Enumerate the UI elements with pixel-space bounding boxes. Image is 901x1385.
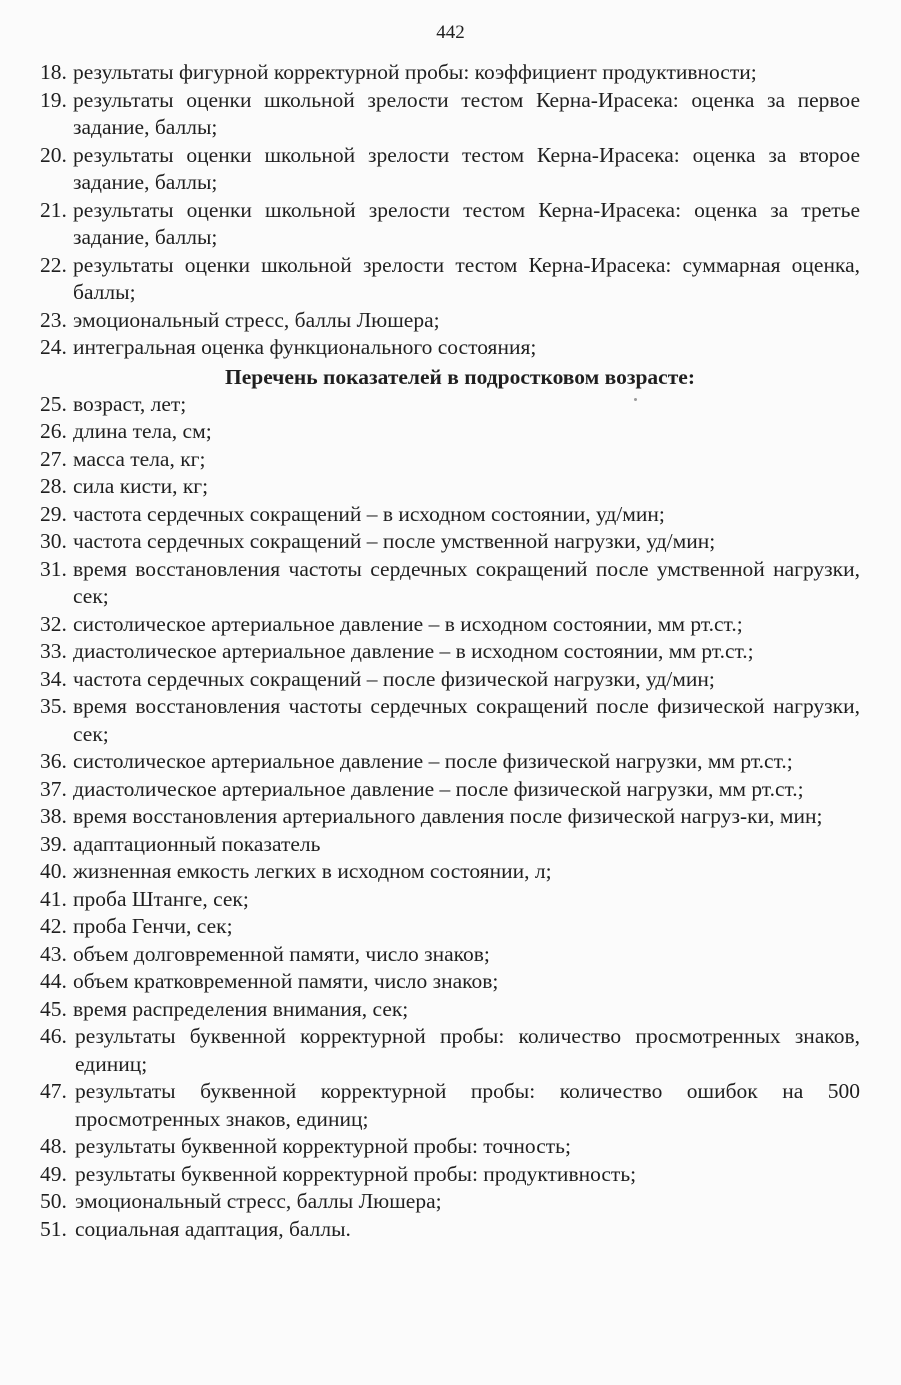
list-item-number: 35. [40,694,67,718]
list-item [40,197,860,252]
list-item-text: диастолическое артериальное давление – после физической нагрузки, мм рт.ст.; [73,776,804,801]
list-item-number: 19. [40,87,67,112]
list-item [40,473,860,501]
list-item-number: 37. [40,776,67,801]
indicator-list-part-2 [40,391,860,1244]
list-item [40,666,860,694]
list-item [40,307,860,335]
list-item-number: 39. [40,831,67,856]
list-item [40,59,860,87]
list-item-number: 31. [40,556,67,581]
list-item-number: 33. [40,639,67,663]
list-item-text: жизненная емкость легких в исходном состоянии, л; [73,859,552,883]
page-number: 442 [436,22,465,43]
list-item [40,748,860,776]
list-item-text: результаты оценки школьной зрелости тестом Керна-Ирасека: оценка за первое задание, баллы; [73,87,860,139]
list-item-text: результаты буквенной корректурной пробы: количество ошибок на 500 просмотренных знаков, единиц; [75,1079,860,1131]
list-item-number: 50. [40,1189,67,1213]
list-item [40,1216,860,1244]
list-item [40,556,860,611]
list-item [40,886,860,914]
list-item-text: интегральная оценка функционального состояния; [73,335,537,359]
list-item-number: 40. [40,859,67,883]
list-item [40,831,860,859]
list-item [40,252,860,307]
list-item-text: диастолическое артериальное давление – в исходном состоянии, мм рт.ст.; [73,639,754,663]
list-item-text: результаты фигурной корректурной пробы: коэффициент продуктивности; [73,60,757,84]
list-item [40,1078,860,1133]
list-item [40,913,860,941]
list-item [40,1023,860,1078]
list-item-number: 51. [40,1216,67,1241]
list-item [40,87,860,142]
list-item [40,418,860,446]
list-item-text: частота сердечных сокращений – в исходном состоянии, уд/мин; [73,501,665,526]
list-item-number: 41. [40,886,67,911]
list-item [40,1133,860,1161]
list-item-text: результаты оценки школьной зрелости тестом Керна-Ирасека: оценка за второе задание, баллы; [73,142,860,194]
list-item-text: результаты оценки школьной зрелости тестом Керна-Ирасека: суммарная оценка, баллы; [73,252,860,304]
list-item [40,501,860,529]
list-item [40,858,860,886]
list-item-text: время восстановления артериального давления после физической нагруз-ки, мин; [73,804,823,828]
list-item-number: 44. [40,969,67,993]
list-item-number: 25. [40,391,67,416]
list-item-text: сила кисти, кг; [73,474,209,498]
list-item [40,611,860,639]
indicator-list-part-1 [40,59,860,362]
indicator-list [40,59,860,1243]
list-item-text: проба Генчи, сек; [73,914,233,938]
list-item-number: 27. [40,446,67,471]
list-item-number: 34. [40,666,67,691]
list-item-number: 32. [40,611,67,636]
scan-speck [634,398,637,401]
list-item-text: эмоциональный стресс, баллы Люшера; [75,1189,442,1213]
list-item-number: 43. [40,941,67,966]
list-item-text: систолическое артериальное давление – после физической нагрузки, мм рт.ст.; [73,749,793,773]
list-item-number: 36. [40,749,67,773]
list-item-text: результаты оценки школьной зрелости тестом Керна-Ирасека: оценка за третье задание, баллы; [73,197,860,249]
list-item [40,1188,860,1216]
list-item-number: 22. [40,252,67,277]
list-item [40,803,860,831]
list-item-number: 46. [40,1024,67,1048]
list-item [40,142,860,197]
list-item-text: время восстановления частоты сердечных сокращений после умственной нагрузки, сек; [73,556,860,608]
list-item-number: 29. [40,501,67,526]
list-item-text: время восстановления частоты сердечных сокращений после физической нагрузки, сек; [73,694,860,746]
list-item-text: масса тела, кг; [73,446,206,471]
list-item-number: 26. [40,419,67,443]
section-heading: Перечень показателей в подростковом возрасте: [225,364,695,389]
list-item-text: адаптационный показатель [73,831,321,856]
list-item [40,996,860,1024]
list-item [40,776,860,804]
list-item-number: 49. [40,1161,67,1186]
list-item [40,638,860,666]
list-item [40,941,860,969]
list-item [40,693,860,748]
list-item-text: результаты буквенной корректурной пробы: количество просмотренных знаков, единиц; [75,1024,860,1076]
list-item-text: проба Штанге, сек; [73,886,249,911]
list-item-text: эмоциональный стресс, баллы Люшера; [73,307,440,332]
list-item-number: 20. [40,142,67,167]
list-item [40,528,860,556]
list-item-text: длина тела, см; [73,419,212,443]
list-item-text: частота сердечных сокращений – после умственной нагрузки, уд/мин; [73,529,716,553]
list-item-text: объем долговременной памяти, число знаков; [73,941,490,966]
list-item-text: результаты буквенной корректурной пробы: продуктивность; [75,1161,637,1186]
list-item-number: 30. [40,529,67,553]
list-item [40,1161,860,1189]
list-item-text: систолическое артериальное давление – в исходном состоянии, мм рт.ст.; [73,611,743,636]
list-item-text: частота сердечных сокращений – после физической нагрузки, уд/мин; [73,666,715,691]
list-item-number: 28. [40,474,67,498]
list-item-text: возраст, лет; [73,391,187,416]
list-item-number: 18. [40,60,67,84]
list-item-number: 45. [40,996,67,1021]
list-item-number: 47. [40,1079,67,1103]
list-item-number: 23. [40,307,67,332]
list-item-text: объем кратковременной памяти, число знаков; [73,969,499,993]
list-item [40,334,860,362]
list-item-number: 21. [40,197,67,222]
list-item-text: социальная адаптация, баллы. [75,1216,351,1241]
list-item-number: 48. [40,1134,67,1158]
list-item-number: 24. [40,335,67,359]
list-item-text: результаты буквенной корректурной пробы: точность; [75,1134,571,1158]
list-item-number: 38. [40,804,67,828]
list-item-text: время распределения внимания, сек; [73,996,409,1021]
list-item [40,446,860,474]
list-item-number: 42. [40,914,67,938]
list-item [40,968,860,996]
list-item [40,391,860,419]
